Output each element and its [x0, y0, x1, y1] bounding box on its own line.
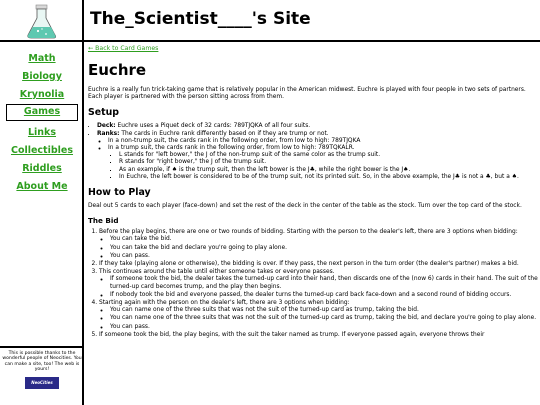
- bid-heading: The Bid: [88, 216, 119, 226]
- list-item: ◦ You can name one of the three suits that was not the suit of the turned-up card as trump, taking the bid.: [110, 307, 538, 314]
- list-item: • Ranks: The cards in Euchre rank differently based on if they are trump or not. ◦ In a non-trump suit, the cards rank in the following order, from low to high: 789TJQKA ◦ In a trump suit, the cards rank in the following order, from low to high: 789TQKALR. ▪ L stands for "left bower," the J of the non-trump suit of the same color as the trump suit. ▪ R stands for "right bower," the J of the trump suit. ▪ As an example, if ♠ is the trump suit, then the left bower is the J♣, while the right bower is the J♠. ▪ In Euchre, the left bower is considered to be of the trump suit, not its printed suit. So, in the above example, the J♣ is not a ♣, but a ♠.: [97, 131, 538, 181]
- nav-biology[interactable]: Biology: [22, 71, 62, 82]
- nav-riddles[interactable]: Riddles: [22, 163, 62, 174]
- list-item: • Deck: Euchre uses a Piquet deck of 32 cards: 789TJQKA of all four suits.: [97, 123, 538, 130]
- flask-icon: [0, 0, 84, 42]
- setup-heading: Setup: [88, 107, 119, 119]
- deal-paragraph: Deal out 5 cards to each player (face-down) and set the rest of the deck in the center of the table as the stock. Turn over the top card of the stock.: [88, 203, 522, 210]
- list-item: ◦ You can pass.: [110, 253, 538, 260]
- list-item: ◦ If nobody took the bid and everyone passed, the dealer turns the turned-up card back face-down and a second round of bidding occurs.: [110, 292, 538, 299]
- site-title: The_Scientist____'s Site: [90, 9, 311, 29]
- list-item: ◦ In a non-trump suit, the cards rank in the following order, from low to high: 789TJQKA: [108, 138, 538, 145]
- list-item: ◦ You can take the bid.: [110, 236, 538, 243]
- nav-about-me[interactable]: About Me: [16, 181, 68, 192]
- list-item: ▪ In Euchre, the left bower is considered to be of the trump suit, not its printed suit. So, in the above example, the J♣ is not a ♣, but a ♠.: [119, 174, 538, 181]
- bid-steps: [99, 229, 538, 339]
- list-item: 2. If they take (playing alone or otherwise), the bidding is over. If they pass, the next person in the turn order (the dealer's partner) makes a bid.: [99, 261, 538, 268]
- back-to-card-games-link[interactable]: ← Back to Card Games: [88, 45, 159, 52]
- list-item: ◦ You can take the bid and declare you're going to play alone.: [110, 245, 538, 252]
- credit-text: This is possible thanks to the wonderful people of Neocities. You can make a site, too! The web is yours!: [2, 351, 82, 373]
- main-content: [88, 42, 538, 405]
- nav-links[interactable]: Links: [27, 127, 57, 138]
- site-header: [0, 0, 540, 42]
- logo[interactable]: [0, 0, 84, 42]
- nav-games[interactable]: Games: [6, 104, 78, 121]
- neocities-badge[interactable]: NeoCities: [25, 377, 59, 389]
- list-item: ◦ In a trump suit, the cards rank in the following order, from low to high: 789TQKALR. ▪ L stands for "left bower," the J of the non-trump suit of the same color as the trump suit. ▪ R stands for "right bower," the J of the trump suit. ▪ As an example, if ♠ is the trump suit, then the left bower is the J♣, while the right bower is the J♠. ▪ In Euchre, the left bower is considered to be of the trump suit, not its printed suit. So, in the above example, the J♣ is not a ♣, but a ♠.: [108, 145, 538, 181]
- list-item: 1. Before the play begins, there are one or two rounds of bidding. Starting with the person to the dealer's left, there are 3 options when bidding: ◦ You can take the bid. ◦ You can take the bid and declare you're going to play alone. ◦ You can pass.: [99, 229, 538, 260]
- list-item: 3. This continues around the table until either someone takes or everyone passes. ◦ If someone took the bid, the dealer takes the turned-up card into their hand, then discards one of the (now 6) cards in their hand. The suit of the turned-up card becomes trump, and the play then begins. ◦ If nobody took the bid and everyone passed, the dealer turns the turned-up card back face-down and a second round of bidding occurs.: [99, 269, 538, 299]
- list-item: 5. If someone took the bid, the play begins, with the suit the taker named as trump. If everyone passed again, everyone throws their: [99, 332, 538, 339]
- nav-krynolia[interactable]: Krynolia: [19, 89, 65, 100]
- setup-list: [97, 123, 538, 181]
- intro-paragraph: Euchre is a really fun trick-taking game that is relatively popular in the American midwest. Euchre is played with four people in two sets of partners. Each player is partnered with the person sitting across from them.: [88, 87, 526, 101]
- list-item: ◦ You can name one of the three suits that was not the suit of the turned-up card as trump, taking the bid, and declare you're going to play alone.: [110, 315, 538, 322]
- list-item: ◦ If someone took the bid, the dealer takes the turned-up card into their hand, then discards one of the (now 6) cards in their hand. The suit of the turned-up card becomes trump, and the play then begins.: [110, 276, 538, 290]
- list-item: ▪ As an example, if ♠ is the trump suit, then the left bower is the J♣, while the right bower is the J♠.: [119, 167, 538, 174]
- page-title: Euchre: [88, 61, 147, 79]
- list-item: ▪ R stands for "right bower," the J of the trump suit.: [119, 159, 538, 166]
- neocities-credit: [0, 346, 84, 405]
- how-to-play-heading: How to Play: [88, 187, 151, 199]
- list-item: ▪ L stands for "left bower," the J of the non-trump suit of the same color as the trump suit.: [119, 152, 538, 159]
- list-item: ◦ You can pass.: [110, 324, 538, 331]
- nav-math[interactable]: Math: [28, 53, 56, 64]
- list-item: 4. Starting again with the person on the dealer's left, there are 3 options when bidding: ◦ You can name one of the three suits that was not the suit of the turned-up card as trump, taking the bid. ◦ You can name one of the three suits that was not the suit of the turned-up card as trump, taking the bid, and declare you're going to play alone. ◦ You can pass.: [99, 300, 538, 331]
- nav-collectibles[interactable]: Collectibles: [10, 145, 74, 156]
